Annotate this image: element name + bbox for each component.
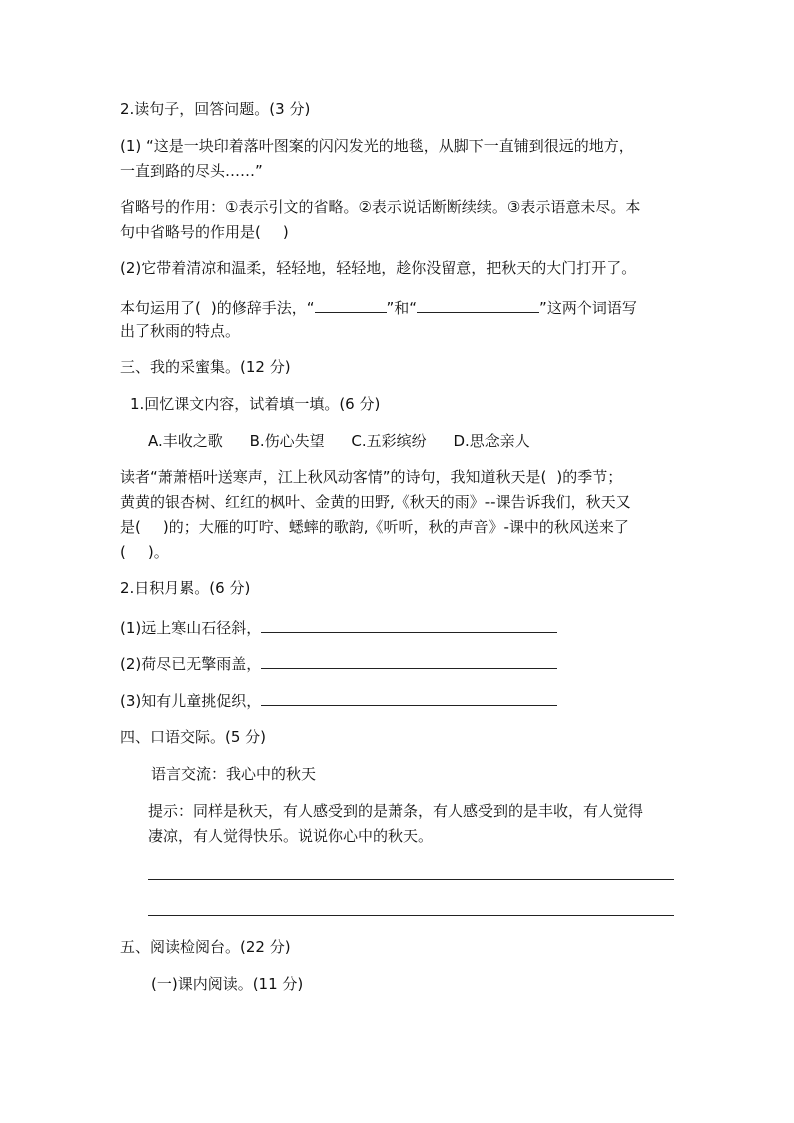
answer-blank[interactable] bbox=[315, 296, 387, 313]
option-d: D.思念亲人 bbox=[453, 432, 530, 450]
poem-line-2: (2)荷尽已无擎雨盖， bbox=[120, 652, 557, 674]
s5-part-1-heading: (一)课内阅读。(11 分) bbox=[151, 975, 304, 993]
section-3-heading: 三、我的采蜜集。(12 分) bbox=[120, 358, 291, 376]
s3-q1-options bbox=[148, 431, 552, 451]
s4-prompt-line-2: 凄凉，有人觉得快乐。说说你心中的秋天。 bbox=[148, 827, 434, 845]
question-2-heading: 2.读句子，回答问题。(3 分) bbox=[120, 100, 311, 118]
writing-line[interactable] bbox=[148, 879, 674, 880]
section-4-heading: 四、口语交际。(5 分) bbox=[120, 728, 267, 746]
poem-line-3: (3)知有儿童挑促织， bbox=[120, 689, 557, 711]
q2-rhetoric-line-2: 出了秋雨的特点。 bbox=[120, 322, 241, 340]
s3-q1-heading: 1.回忆课文内容，试着填一填。(6 分) bbox=[130, 395, 381, 413]
s3-q1-text-line-2: 黄黄的银杏树、红红的枫叶、金黄的田野,《秋天的雨》--课告诉我们，秋天又 bbox=[120, 493, 631, 511]
poem-line-1: (1)远上寒山石径斜， bbox=[120, 616, 557, 638]
s4-topic: 语言交流：我心中的秋天 bbox=[151, 765, 317, 783]
section-5-heading: 五、阅读检阅台。(22 分) bbox=[120, 938, 291, 956]
s4-prompt-line-1: 提示：同样是秋天，有人感受到的是萧条，有人感受到的是丰收，有人觉得 bbox=[148, 802, 644, 820]
s3-q1-text-line-1: 读者“萧萧梧叶送寒声，江上秋风动客情”的诗句，我知道秋天是( )的季节； bbox=[120, 468, 623, 486]
poem-answer-line[interactable] bbox=[261, 689, 557, 706]
poem-answer-line[interactable] bbox=[261, 616, 557, 633]
poem-answer-line[interactable] bbox=[261, 652, 557, 669]
s3-q1-text-line-4: ( )。 bbox=[120, 543, 169, 561]
q2-sentence-1-line-1: (1) “这是一块印着落叶图案的闪闪发光的地毯，从脚下一直铺到很远的地方， bbox=[120, 137, 634, 155]
option-c: C.五彩缤纷 bbox=[351, 432, 427, 450]
option-a: A.丰收之歌 bbox=[148, 432, 223, 450]
s3-q2-heading: 2.日积月累。(6 分) bbox=[120, 579, 251, 597]
writing-line[interactable] bbox=[148, 915, 674, 916]
s3-q1-text-line-3: 是( )的；大雁的叮咛、蟋蟀的歌韵,《听听，秋的声音》-课中的秋风送来了 bbox=[120, 518, 629, 536]
q2-sentence-2: (2)它带着清凉和温柔，轻轻地，轻轻地，趁你没留意，把秋天的大门打开了。 bbox=[120, 259, 637, 277]
q2-sentence-1-line-2: 一直到路的尽头……” bbox=[120, 162, 263, 180]
q2-ellipsis-line-2: 句中省略号的作用是( ) bbox=[120, 223, 289, 241]
option-b: B.伤心失望 bbox=[249, 432, 325, 450]
q2-rhetoric-line-1: 本句运用了( )的修辞手法，“ ”和“ ”这两个词语写 bbox=[120, 296, 637, 318]
q2-ellipsis-line-1: 省略号的作用：①表示引文的省略。②表示说话断断续续。③表示语意未尽。本 bbox=[120, 198, 641, 216]
answer-blank[interactable] bbox=[417, 296, 539, 313]
